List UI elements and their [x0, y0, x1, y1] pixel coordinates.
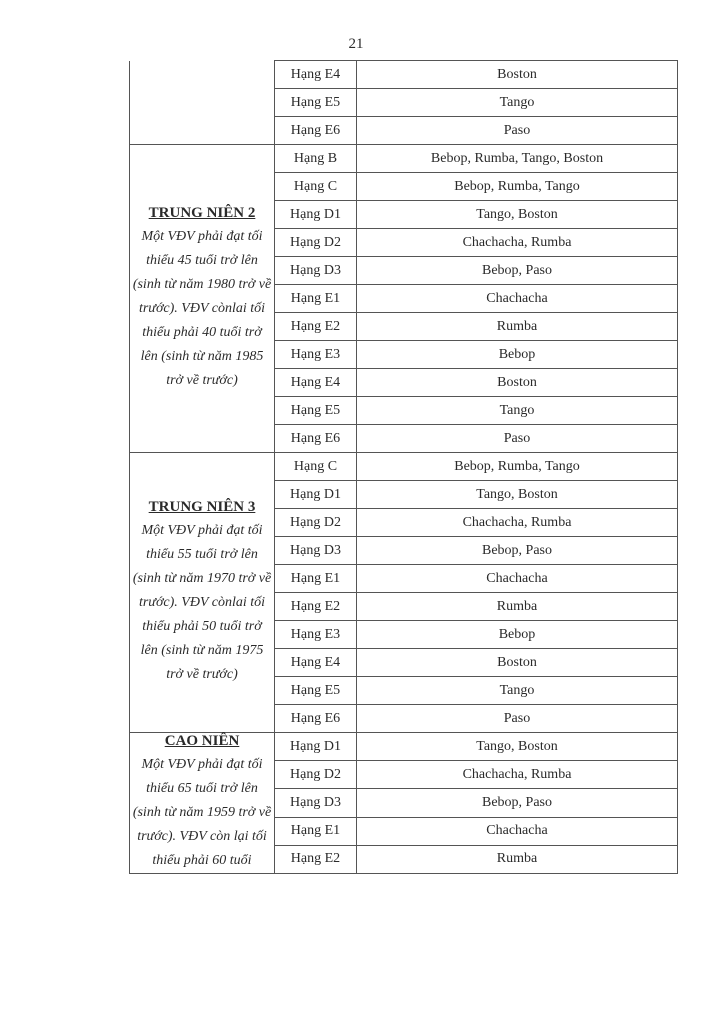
class-cell: Hạng D3 [275, 789, 357, 817]
dance-cell: Chachacha, Rumba [357, 761, 678, 789]
class-cell: Hạng E3 [275, 621, 357, 649]
class-cell: Hạng D3 [275, 257, 357, 285]
group-description: Một VĐV phải đạt tối thiểu 55 tuổi trở lên (sinh từ năm 1970 trở về trước). VĐV cònlai tối thiểu phải 50 tuổi trở lên (sinh từ năm 1975 trở về trước) [132, 522, 272, 682]
dance-cell: Bebop, Paso [357, 789, 678, 817]
dance-cell: Tango [357, 89, 678, 117]
class-cell: Hạng E4 [275, 61, 357, 89]
dance-cell: Paso [357, 425, 678, 453]
dance-cell: Tango, Boston [357, 201, 678, 229]
class-cell: Hạng E4 [275, 649, 357, 677]
class-cell: Hạng E2 [275, 313, 357, 341]
dance-cell: Rumba [357, 313, 678, 341]
class-cell: Hạng E2 [275, 845, 357, 873]
category-table [129, 60, 678, 874]
group-cell [130, 61, 275, 145]
table-body [130, 61, 678, 874]
class-cell: Hạng E5 [275, 89, 357, 117]
class-cell: Hạng E3 [275, 341, 357, 369]
group-description: Một VĐV phải đạt tối thiểu 65 tuổi trở lên (sinh từ năm 1959 trở về trước). VĐV còn lại tối thiểu phải 60 tuổi [132, 757, 272, 868]
class-cell: Hạng B [275, 145, 357, 173]
dance-cell: Tango [357, 677, 678, 705]
group-description: Một VĐV phải đạt tối thiểu 45 tuổi trở lên (sinh từ năm 1980 trở về trước). VĐV cònlai tối thiểu phải 40 tuổi trở lên (sinh từ năm 1985 trở về trước) [132, 228, 272, 388]
class-cell: Hạng D2 [275, 229, 357, 257]
page-number: 21 [348, 36, 364, 52]
dance-cell: Bebop, Paso [357, 257, 678, 285]
class-cell: Hạng D2 [275, 761, 357, 789]
dance-cell: Boston [357, 61, 678, 89]
class-cell: Hạng C [275, 173, 357, 201]
dance-cell: Tango [357, 397, 678, 425]
table-row [130, 61, 678, 89]
class-cell: Hạng E2 [275, 593, 357, 621]
group-title: TRUNG NIÊN 3 [148, 498, 256, 515]
class-cell: Hạng D1 [275, 733, 357, 761]
table-row [130, 733, 678, 761]
dance-cell: Chachacha, Rumba [357, 509, 678, 537]
class-cell: Hạng E1 [275, 817, 357, 845]
dance-cell: Tango, Boston [357, 733, 678, 761]
dance-cell: Boston [357, 649, 678, 677]
class-cell: Hạng D1 [275, 481, 357, 509]
dance-cell: Chachacha [357, 565, 678, 593]
dance-cell: Chachacha, Rumba [357, 229, 678, 257]
dance-cell: Rumba [357, 593, 678, 621]
dance-cell: Rumba [357, 845, 678, 873]
dance-cell: Bebop, Rumba, Tango, Boston [357, 145, 678, 173]
dance-cell: Bebop, Rumba, Tango [357, 453, 678, 481]
group-cell [130, 145, 275, 453]
class-cell: Hạng E1 [275, 565, 357, 593]
class-cell: Hạng C [275, 453, 357, 481]
class-cell: Hạng E6 [275, 705, 357, 733]
class-cell: Hạng E4 [275, 369, 357, 397]
dance-cell: Boston [357, 369, 678, 397]
class-cell: Hạng E6 [275, 117, 357, 145]
group-cell [130, 453, 275, 733]
class-cell: Hạng D3 [275, 537, 357, 565]
group-title: TRUNG NIÊN 2 [148, 204, 256, 221]
table-row [130, 145, 678, 173]
dance-cell: Bebop [357, 341, 678, 369]
class-cell: Hạng E5 [275, 397, 357, 425]
class-cell: Hạng E1 [275, 285, 357, 313]
dance-cell: Chachacha [357, 817, 678, 845]
group-cell [130, 733, 275, 874]
class-cell: Hạng E5 [275, 677, 357, 705]
dance-cell: Tango, Boston [357, 481, 678, 509]
class-cell: Hạng D2 [275, 509, 357, 537]
class-cell: Hạng D1 [275, 201, 357, 229]
table-row [130, 453, 678, 481]
class-cell: Hạng E6 [275, 425, 357, 453]
dance-cell: Paso [357, 705, 678, 733]
dance-cell: Bebop [357, 621, 678, 649]
dance-cell: Bebop, Rumba, Tango [357, 173, 678, 201]
dance-cell: Paso [357, 117, 678, 145]
group-title: CAO NIÊN [164, 733, 240, 749]
dance-cell: Bebop, Paso [357, 537, 678, 565]
dance-cell: Chachacha [357, 285, 678, 313]
